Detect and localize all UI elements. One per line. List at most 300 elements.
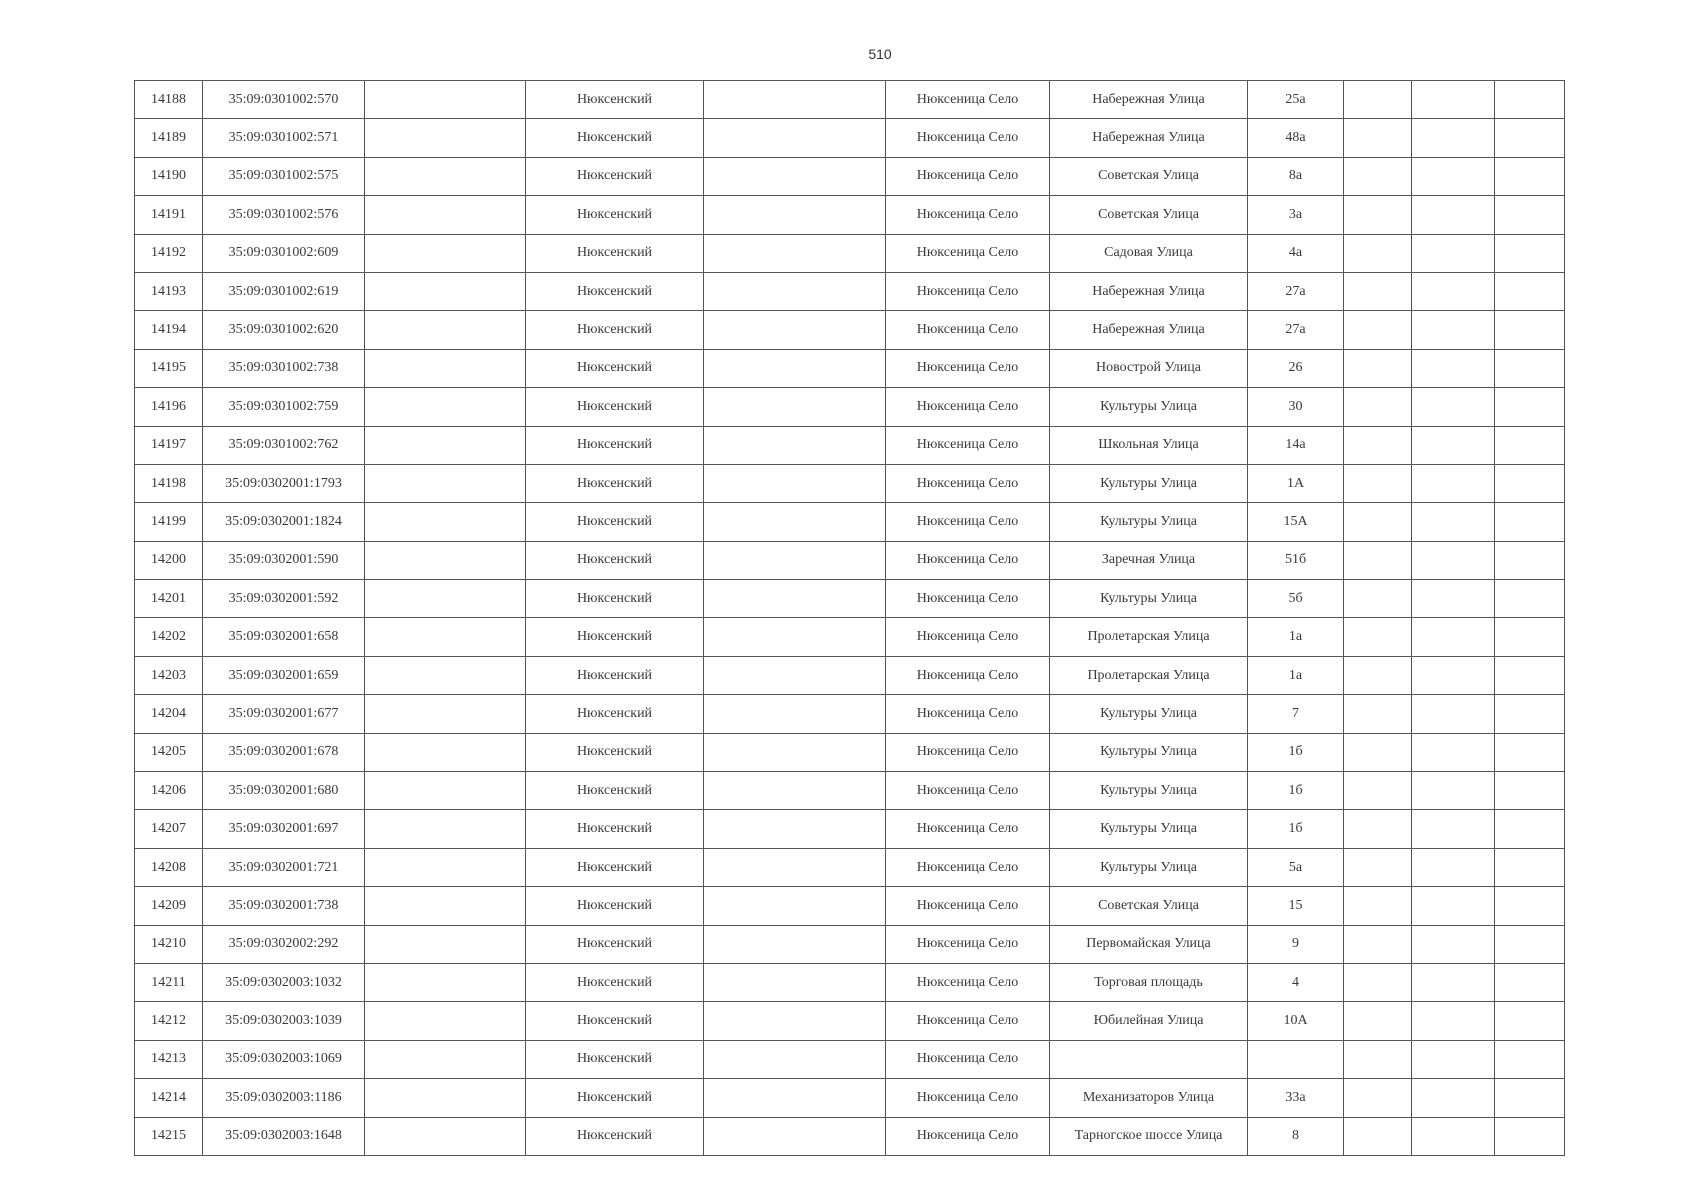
- empty-cell: [365, 464, 526, 502]
- empty-cell: [365, 196, 526, 234]
- empty-cell: [365, 848, 526, 886]
- empty-cell: [704, 541, 886, 579]
- cadastral-number-cell: 35:09:0301002:575: [203, 157, 365, 195]
- row-number-cell: 14209: [135, 887, 203, 925]
- row-number-cell: 14201: [135, 580, 203, 618]
- empty-cell: [704, 848, 886, 886]
- cadastral-number-cell: 35:09:0302001:659: [203, 656, 365, 694]
- table-row: [135, 272, 1565, 310]
- empty-cell: [1344, 272, 1412, 310]
- empty-cell: [1412, 272, 1495, 310]
- house-number-cell: 26: [1248, 349, 1344, 387]
- empty-cell: [1495, 810, 1565, 848]
- district-cell: Нюксенский: [526, 157, 704, 195]
- cadastral-number-cell: 35:09:0302003:1186: [203, 1079, 365, 1117]
- house-number-cell: 8а: [1248, 157, 1344, 195]
- house-number-cell: 10А: [1248, 1002, 1344, 1040]
- empty-cell: [1412, 925, 1495, 963]
- empty-cell: [704, 464, 886, 502]
- empty-cell: [1495, 772, 1565, 810]
- street-cell: Набережная Улица: [1050, 311, 1248, 349]
- cadastral-number-cell: 35:09:0301002:571: [203, 119, 365, 157]
- street-cell: Первомайская Улица: [1050, 925, 1248, 963]
- house-number-cell: 48а: [1248, 119, 1344, 157]
- cadastral-number-cell: 35:09:0302002:292: [203, 925, 365, 963]
- table-row: [135, 157, 1565, 195]
- house-number-cell: 1а: [1248, 656, 1344, 694]
- empty-cell: [704, 695, 886, 733]
- table-row: [135, 234, 1565, 272]
- cadastral-number-cell: 35:09:0301002:738: [203, 349, 365, 387]
- empty-cell: [365, 887, 526, 925]
- street-cell: Садовая Улица: [1050, 234, 1248, 272]
- empty-cell: [1495, 426, 1565, 464]
- district-cell: Нюксенский: [526, 848, 704, 886]
- empty-cell: [1412, 1117, 1495, 1155]
- settlement-cell: Нюксеница Село: [886, 695, 1050, 733]
- empty-cell: [1495, 618, 1565, 656]
- empty-cell: [1344, 810, 1412, 848]
- cadastral-number-cell: 35:09:0302001:1793: [203, 464, 365, 502]
- empty-cell: [1412, 426, 1495, 464]
- house-number-cell: 27а: [1248, 311, 1344, 349]
- settlement-cell: Нюксеница Село: [886, 388, 1050, 426]
- district-cell: Нюксенский: [526, 196, 704, 234]
- street-cell: Советская Улица: [1050, 887, 1248, 925]
- table-row: [135, 119, 1565, 157]
- empty-cell: [365, 618, 526, 656]
- table-row: [135, 81, 1565, 119]
- cadastral-number-cell: 35:09:0301002:570: [203, 81, 365, 119]
- district-cell: Нюксенский: [526, 695, 704, 733]
- settlement-cell: Нюксеница Село: [886, 541, 1050, 579]
- row-number-cell: 14200: [135, 541, 203, 579]
- empty-cell: [1412, 1002, 1495, 1040]
- house-number-cell: [1248, 1040, 1344, 1078]
- street-cell: Культуры Улица: [1050, 503, 1248, 541]
- empty-cell: [1412, 772, 1495, 810]
- cadastral-number-cell: 35:09:0301002:762: [203, 426, 365, 464]
- house-number-cell: 30: [1248, 388, 1344, 426]
- settlement-cell: Нюксеница Село: [886, 618, 1050, 656]
- cadastral-number-cell: 35:09:0302001:590: [203, 541, 365, 579]
- empty-cell: [1412, 388, 1495, 426]
- row-number-cell: 14192: [135, 234, 203, 272]
- empty-cell: [1495, 388, 1565, 426]
- empty-cell: [1412, 311, 1495, 349]
- cadastral-number-cell: 35:09:0302001:1824: [203, 503, 365, 541]
- cadastral-number-cell: 35:09:0302001:592: [203, 580, 365, 618]
- district-cell: Нюксенский: [526, 925, 704, 963]
- table-row: [135, 388, 1565, 426]
- empty-cell: [1344, 1079, 1412, 1117]
- street-cell: Культуры Улица: [1050, 810, 1248, 848]
- settlement-cell: Нюксеница Село: [886, 887, 1050, 925]
- house-number-cell: 3а: [1248, 196, 1344, 234]
- house-number-cell: 1б: [1248, 733, 1344, 771]
- empty-cell: [1344, 503, 1412, 541]
- table-row: [135, 772, 1565, 810]
- settlement-cell: Нюксеница Село: [886, 311, 1050, 349]
- settlement-cell: Нюксеница Село: [886, 234, 1050, 272]
- empty-cell: [1495, 1079, 1565, 1117]
- street-cell: Культуры Улица: [1050, 772, 1248, 810]
- street-cell: Юбилейная Улица: [1050, 1002, 1248, 1040]
- empty-cell: [365, 349, 526, 387]
- row-number-cell: 14212: [135, 1002, 203, 1040]
- empty-cell: [704, 618, 886, 656]
- row-number-cell: 14191: [135, 196, 203, 234]
- empty-cell: [1344, 1002, 1412, 1040]
- empty-cell: [365, 503, 526, 541]
- empty-cell: [704, 81, 886, 119]
- street-cell: Культуры Улица: [1050, 695, 1248, 733]
- empty-cell: [704, 1040, 886, 1078]
- empty-cell: [1412, 196, 1495, 234]
- district-cell: Нюксенский: [526, 618, 704, 656]
- row-number-cell: 14213: [135, 1040, 203, 1078]
- street-cell: Набережная Улица: [1050, 272, 1248, 310]
- district-cell: Нюксенский: [526, 733, 704, 771]
- empty-cell: [1495, 1002, 1565, 1040]
- empty-cell: [1412, 656, 1495, 694]
- empty-cell: [1344, 656, 1412, 694]
- empty-cell: [704, 119, 886, 157]
- empty-cell: [1412, 1040, 1495, 1078]
- cadastral-number-cell: 35:09:0302003:1648: [203, 1117, 365, 1155]
- district-cell: Нюксенский: [526, 81, 704, 119]
- district-cell: Нюксенский: [526, 503, 704, 541]
- table-row: [135, 618, 1565, 656]
- empty-cell: [1412, 541, 1495, 579]
- district-cell: Нюксенский: [526, 426, 704, 464]
- district-cell: Нюксенский: [526, 541, 704, 579]
- empty-cell: [1344, 618, 1412, 656]
- empty-cell: [365, 925, 526, 963]
- empty-cell: [1495, 503, 1565, 541]
- empty-cell: [1495, 541, 1565, 579]
- settlement-cell: Нюксеница Село: [886, 503, 1050, 541]
- settlement-cell: Нюксеница Село: [886, 464, 1050, 502]
- house-number-cell: 5б: [1248, 580, 1344, 618]
- street-cell: Тарногское шоссе Улица: [1050, 1117, 1248, 1155]
- district-cell: Нюксенский: [526, 388, 704, 426]
- table-row: [135, 311, 1565, 349]
- row-number-cell: 14210: [135, 925, 203, 963]
- table-row: [135, 887, 1565, 925]
- cadastral-number-cell: 35:09:0301002:576: [203, 196, 365, 234]
- house-number-cell: 25а: [1248, 81, 1344, 119]
- empty-cell: [1495, 81, 1565, 119]
- table-row: [135, 1040, 1565, 1078]
- empty-cell: [1344, 234, 1412, 272]
- row-number-cell: 14189: [135, 119, 203, 157]
- house-number-cell: 1А: [1248, 464, 1344, 502]
- district-cell: Нюксенский: [526, 272, 704, 310]
- house-number-cell: 27а: [1248, 272, 1344, 310]
- empty-cell: [1344, 81, 1412, 119]
- cadastral-number-cell: 35:09:0302001:677: [203, 695, 365, 733]
- street-cell: Культуры Улица: [1050, 848, 1248, 886]
- table-row: [135, 733, 1565, 771]
- page-number: 510: [868, 46, 892, 62]
- empty-cell: [1495, 234, 1565, 272]
- empty-cell: [1412, 618, 1495, 656]
- district-cell: Нюксенский: [526, 810, 704, 848]
- empty-cell: [365, 388, 526, 426]
- street-cell: Культуры Улица: [1050, 464, 1248, 502]
- settlement-cell: Нюксеница Село: [886, 1079, 1050, 1117]
- row-number-cell: 14194: [135, 311, 203, 349]
- empty-cell: [704, 1117, 886, 1155]
- street-cell: [1050, 1040, 1248, 1078]
- empty-cell: [1344, 311, 1412, 349]
- table-row: [135, 503, 1565, 541]
- cadastral-number-cell: 35:09:0302001:658: [203, 618, 365, 656]
- empty-cell: [1412, 695, 1495, 733]
- table-row: [135, 925, 1565, 963]
- registry-table: [134, 80, 1565, 1156]
- row-number-cell: 14207: [135, 810, 203, 848]
- district-cell: Нюксенский: [526, 349, 704, 387]
- empty-cell: [1412, 81, 1495, 119]
- row-number-cell: 14204: [135, 695, 203, 733]
- row-number-cell: 14190: [135, 157, 203, 195]
- empty-cell: [365, 810, 526, 848]
- cadastral-number-cell: 35:09:0301002:619: [203, 272, 365, 310]
- settlement-cell: Нюксеница Село: [886, 349, 1050, 387]
- settlement-cell: Нюксеница Село: [886, 272, 1050, 310]
- street-cell: Советская Улица: [1050, 196, 1248, 234]
- cadastral-number-cell: 35:09:0301002:620: [203, 311, 365, 349]
- empty-cell: [365, 1002, 526, 1040]
- empty-cell: [1495, 695, 1565, 733]
- empty-cell: [1344, 1117, 1412, 1155]
- house-number-cell: 1б: [1248, 772, 1344, 810]
- street-cell: Набережная Улица: [1050, 81, 1248, 119]
- district-cell: Нюксенский: [526, 1040, 704, 1078]
- empty-cell: [1495, 119, 1565, 157]
- cadastral-number-cell: 35:09:0302001:678: [203, 733, 365, 771]
- house-number-cell: 15А: [1248, 503, 1344, 541]
- empty-cell: [704, 580, 886, 618]
- house-number-cell: 15: [1248, 887, 1344, 925]
- empty-cell: [1495, 733, 1565, 771]
- cadastral-number-cell: 35:09:0302003:1032: [203, 963, 365, 1001]
- district-cell: Нюксенский: [526, 1117, 704, 1155]
- empty-cell: [365, 656, 526, 694]
- settlement-cell: Нюксеница Село: [886, 963, 1050, 1001]
- empty-cell: [1344, 388, 1412, 426]
- settlement-cell: Нюксеница Село: [886, 1040, 1050, 1078]
- row-number-cell: 14208: [135, 848, 203, 886]
- empty-cell: [1412, 349, 1495, 387]
- district-cell: Нюксенский: [526, 887, 704, 925]
- row-number-cell: 14202: [135, 618, 203, 656]
- row-number-cell: 14196: [135, 388, 203, 426]
- empty-cell: [1495, 1117, 1565, 1155]
- empty-cell: [1495, 311, 1565, 349]
- district-cell: Нюксенский: [526, 1002, 704, 1040]
- cadastral-number-cell: 35:09:0302003:1069: [203, 1040, 365, 1078]
- table-row: [135, 580, 1565, 618]
- table-row: [135, 464, 1565, 502]
- row-number-cell: 14206: [135, 772, 203, 810]
- row-number-cell: 14197: [135, 426, 203, 464]
- table-row: [135, 1002, 1565, 1040]
- empty-cell: [704, 426, 886, 464]
- cadastral-number-cell: 35:09:0301002:759: [203, 388, 365, 426]
- empty-cell: [1495, 887, 1565, 925]
- house-number-cell: 4: [1248, 963, 1344, 1001]
- empty-cell: [704, 656, 886, 694]
- empty-cell: [1344, 119, 1412, 157]
- house-number-cell: 14а: [1248, 426, 1344, 464]
- empty-cell: [1344, 196, 1412, 234]
- empty-cell: [1412, 810, 1495, 848]
- empty-cell: [1412, 1079, 1495, 1117]
- table-row: [135, 656, 1565, 694]
- settlement-cell: Нюксеница Село: [886, 157, 1050, 195]
- empty-cell: [365, 119, 526, 157]
- empty-cell: [704, 311, 886, 349]
- empty-cell: [1344, 772, 1412, 810]
- table-row: [135, 1079, 1565, 1117]
- settlement-cell: Нюксеница Село: [886, 925, 1050, 963]
- row-number-cell: 14193: [135, 272, 203, 310]
- empty-cell: [1344, 1040, 1412, 1078]
- empty-cell: [365, 541, 526, 579]
- empty-cell: [704, 1002, 886, 1040]
- empty-cell: [365, 580, 526, 618]
- street-cell: Культуры Улица: [1050, 388, 1248, 426]
- row-number-cell: 14195: [135, 349, 203, 387]
- empty-cell: [1412, 887, 1495, 925]
- empty-cell: [1344, 541, 1412, 579]
- empty-cell: [1412, 157, 1495, 195]
- district-cell: Нюксенский: [526, 580, 704, 618]
- empty-cell: [365, 157, 526, 195]
- street-cell: Советская Улица: [1050, 157, 1248, 195]
- house-number-cell: 33а: [1248, 1079, 1344, 1117]
- empty-cell: [704, 272, 886, 310]
- empty-cell: [704, 963, 886, 1001]
- empty-cell: [365, 772, 526, 810]
- district-cell: Нюксенский: [526, 772, 704, 810]
- registry-table-body: [135, 81, 1565, 1156]
- empty-cell: [1344, 426, 1412, 464]
- empty-cell: [704, 1079, 886, 1117]
- empty-cell: [1412, 580, 1495, 618]
- empty-cell: [365, 311, 526, 349]
- row-number-cell: 14215: [135, 1117, 203, 1155]
- settlement-cell: Нюксеница Село: [886, 81, 1050, 119]
- cadastral-number-cell: 35:09:0302001:680: [203, 772, 365, 810]
- empty-cell: [704, 887, 886, 925]
- empty-cell: [1495, 464, 1565, 502]
- house-number-cell: 5а: [1248, 848, 1344, 886]
- empty-cell: [1495, 349, 1565, 387]
- table-row: [135, 541, 1565, 579]
- cadastral-number-cell: 35:09:0301002:609: [203, 234, 365, 272]
- row-number-cell: 14214: [135, 1079, 203, 1117]
- empty-cell: [704, 349, 886, 387]
- empty-cell: [1412, 963, 1495, 1001]
- street-cell: Пролетарская Улица: [1050, 618, 1248, 656]
- street-cell: Торговая площадь: [1050, 963, 1248, 1001]
- settlement-cell: Нюксеница Село: [886, 848, 1050, 886]
- table-row: [135, 810, 1565, 848]
- empty-cell: [1495, 580, 1565, 618]
- table-row: [135, 963, 1565, 1001]
- house-number-cell: 1б: [1248, 810, 1344, 848]
- empty-cell: [1344, 157, 1412, 195]
- empty-cell: [1495, 1040, 1565, 1078]
- empty-cell: [365, 695, 526, 733]
- empty-cell: [1344, 733, 1412, 771]
- settlement-cell: Нюксеница Село: [886, 1117, 1050, 1155]
- settlement-cell: Нюксеница Село: [886, 733, 1050, 771]
- house-number-cell: 7: [1248, 695, 1344, 733]
- house-number-cell: 4а: [1248, 234, 1344, 272]
- empty-cell: [365, 1117, 526, 1155]
- street-cell: Культуры Улица: [1050, 733, 1248, 771]
- settlement-cell: Нюксеница Село: [886, 196, 1050, 234]
- row-number-cell: 14199: [135, 503, 203, 541]
- settlement-cell: Нюксеница Село: [886, 1002, 1050, 1040]
- district-cell: Нюксенский: [526, 963, 704, 1001]
- settlement-cell: Нюксеница Село: [886, 810, 1050, 848]
- empty-cell: [1495, 272, 1565, 310]
- settlement-cell: Нюксеница Село: [886, 656, 1050, 694]
- house-number-cell: 8: [1248, 1117, 1344, 1155]
- empty-cell: [365, 81, 526, 119]
- district-cell: Нюксенский: [526, 311, 704, 349]
- empty-cell: [704, 388, 886, 426]
- cadastral-number-cell: 35:09:0302003:1039: [203, 1002, 365, 1040]
- empty-cell: [365, 426, 526, 464]
- empty-cell: [1412, 119, 1495, 157]
- empty-cell: [1495, 848, 1565, 886]
- empty-cell: [1344, 925, 1412, 963]
- empty-cell: [1495, 656, 1565, 694]
- empty-cell: [704, 503, 886, 541]
- empty-cell: [1495, 157, 1565, 195]
- empty-cell: [1344, 963, 1412, 1001]
- empty-cell: [704, 157, 886, 195]
- row-number-cell: 14205: [135, 733, 203, 771]
- empty-cell: [1344, 848, 1412, 886]
- empty-cell: [1412, 848, 1495, 886]
- settlement-cell: Нюксеница Село: [886, 119, 1050, 157]
- settlement-cell: Нюксеница Село: [886, 772, 1050, 810]
- street-cell: Пролетарская Улица: [1050, 656, 1248, 694]
- district-cell: Нюксенский: [526, 1079, 704, 1117]
- district-cell: Нюксенский: [526, 119, 704, 157]
- house-number-cell: 51б: [1248, 541, 1344, 579]
- empty-cell: [1412, 733, 1495, 771]
- street-cell: Механизаторов Улица: [1050, 1079, 1248, 1117]
- empty-cell: [704, 925, 886, 963]
- table-row: [135, 848, 1565, 886]
- table-row: [135, 349, 1565, 387]
- district-cell: Нюксенский: [526, 656, 704, 694]
- district-cell: Нюксенский: [526, 234, 704, 272]
- empty-cell: [704, 234, 886, 272]
- empty-cell: [1344, 464, 1412, 502]
- empty-cell: [1412, 234, 1495, 272]
- street-cell: Новострой Улица: [1050, 349, 1248, 387]
